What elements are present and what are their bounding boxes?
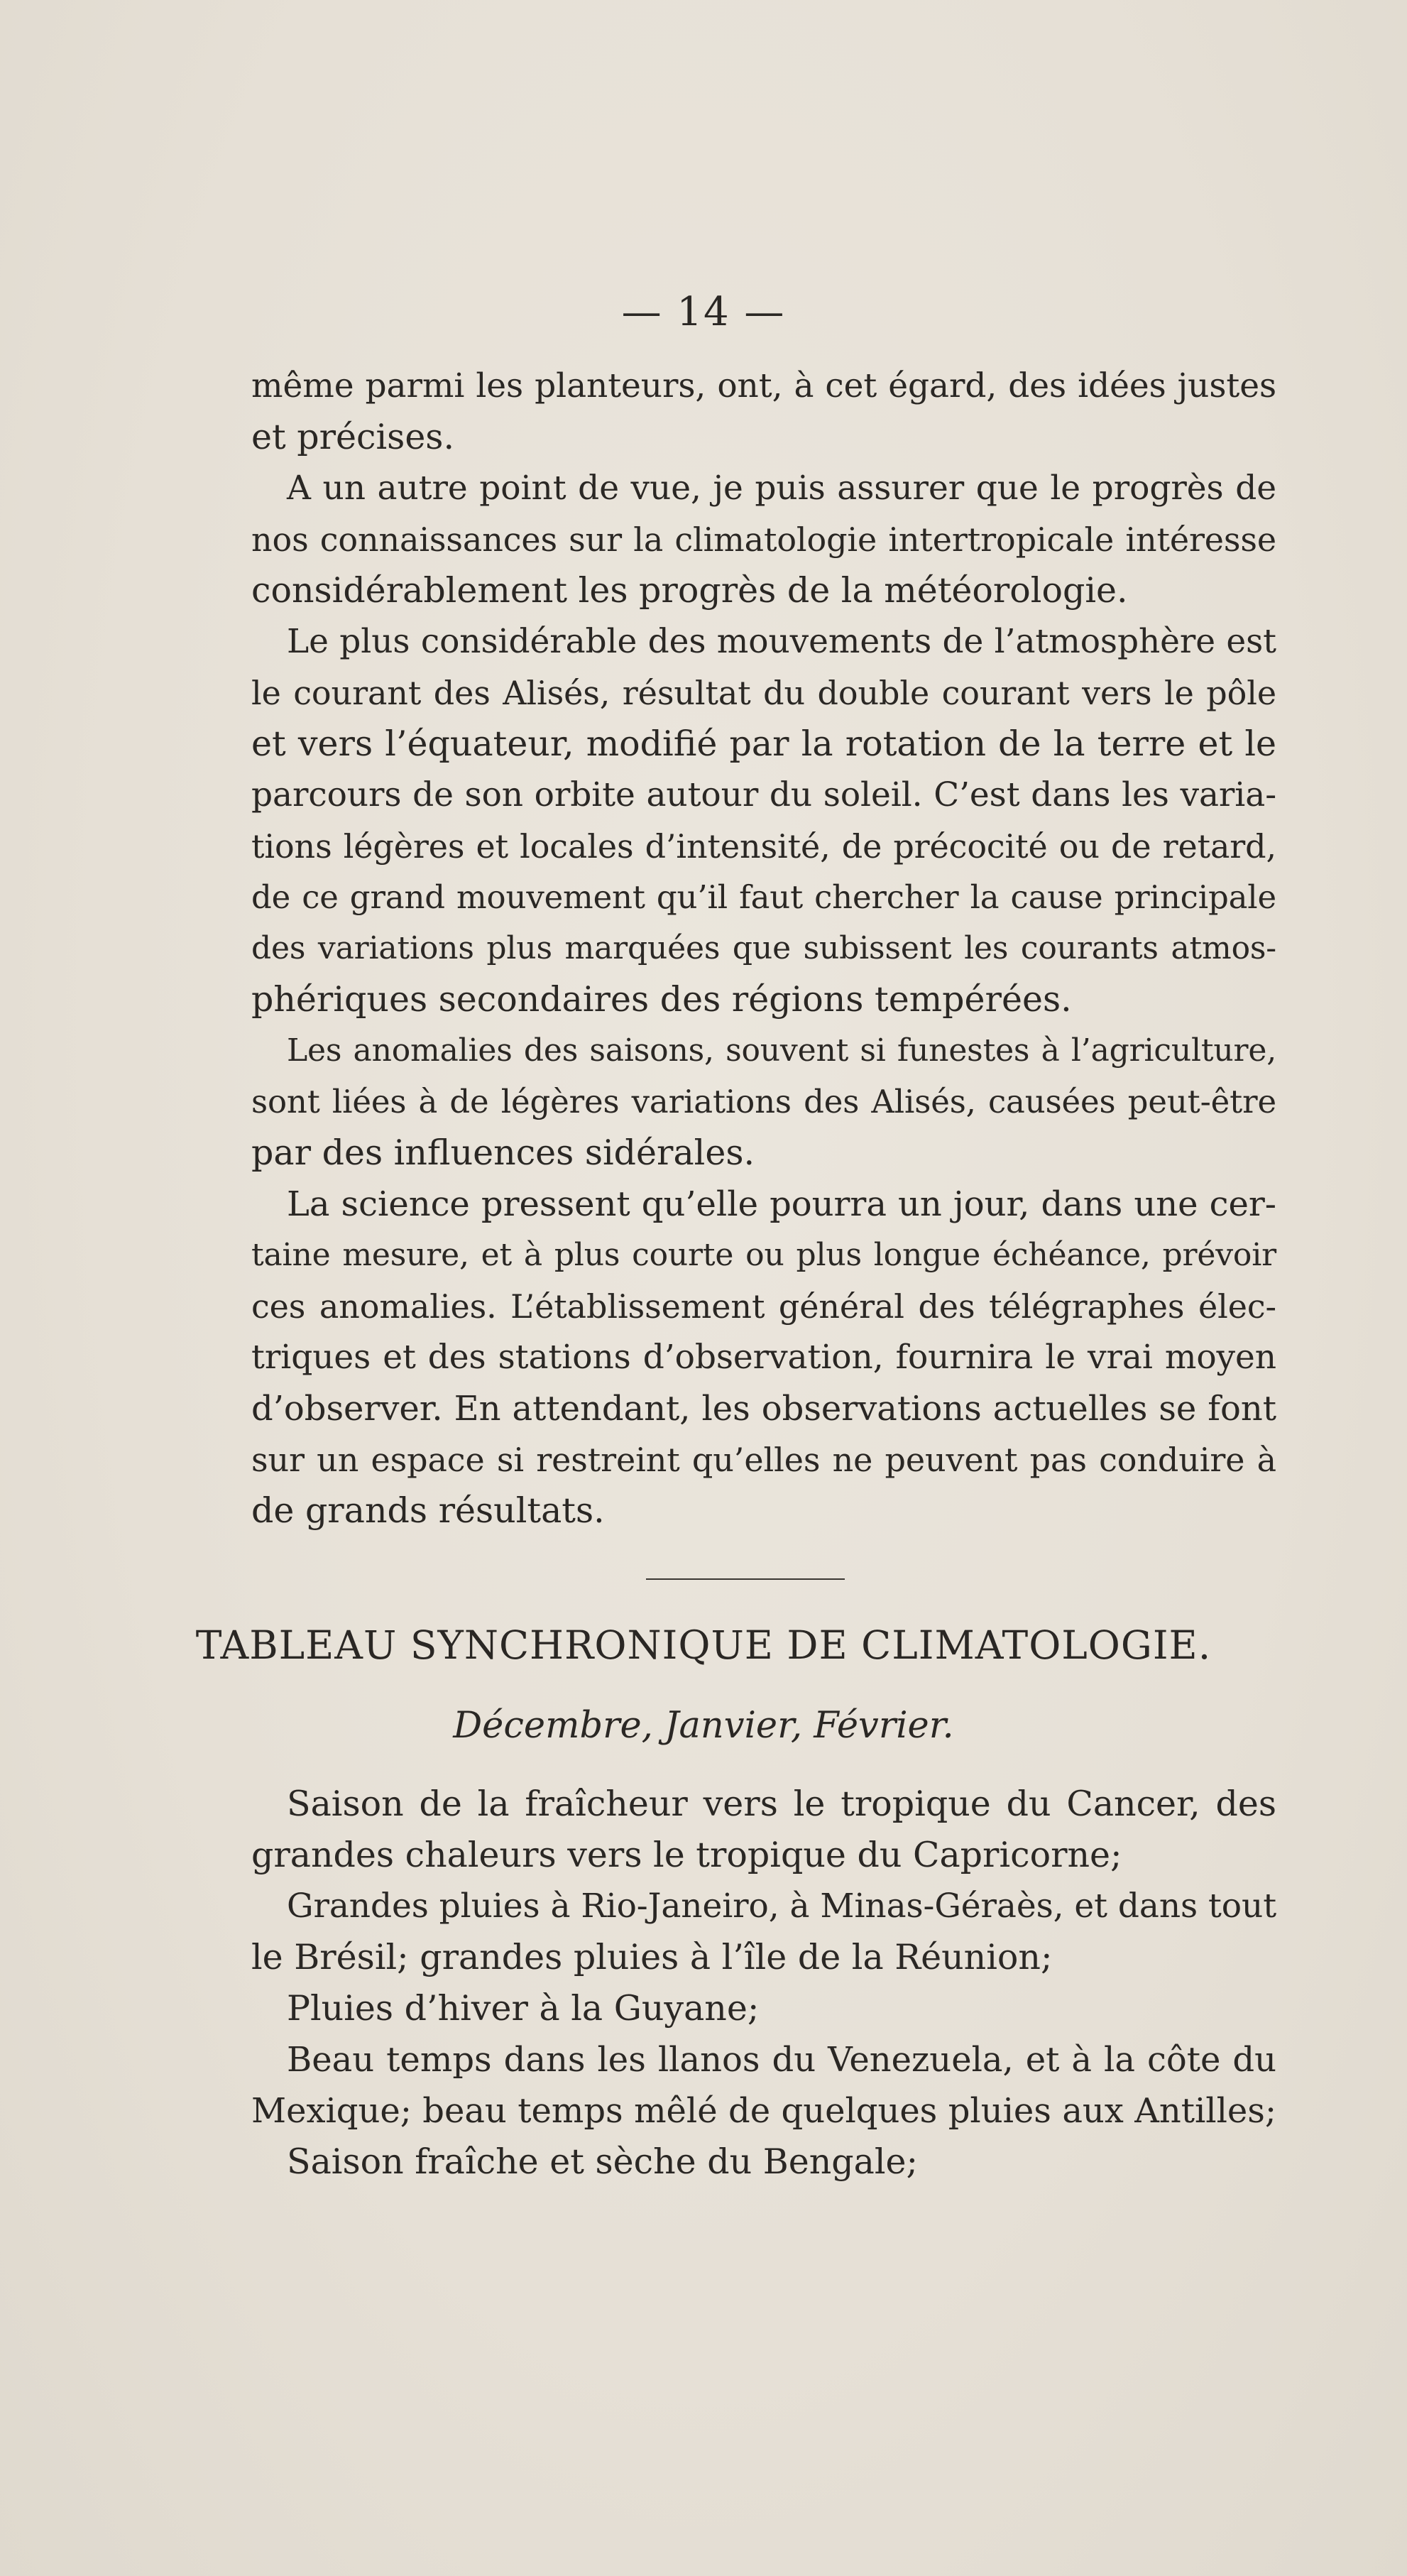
text-line: Mexique; beau temps mêlé de quelques pluies aux Antilles; <box>251 2091 1276 2131</box>
text-line: de ce grand mouvement qu’il faut chercher la cause principale <box>251 878 1276 916</box>
text-line: parcours de son orbite autour du soleil. C’est dans les varia- <box>251 775 1276 814</box>
text-line: ces anomalies. L’établissement général des télégraphes élec- <box>251 1287 1276 1326</box>
text-line: des variations plus marquées que subissent les courants atmos- <box>251 930 1276 966</box>
text-line: grandes chaleurs vers le tropique du Capricorne; <box>251 1835 1122 1875</box>
text-line: Pluies d’hiver à la Guyane; <box>287 1988 760 2029</box>
text-line: considérablement les progrès de la météorologie. <box>251 570 1128 611</box>
section-text <box>251 1779 1276 2188</box>
text-line: Beau temps dans les llanos du Venezuela, et à la côte du <box>287 2040 1276 2080</box>
text-line: sur un espace si restreint qu’elles ne peuvent pas conduire à <box>251 1441 1276 1479</box>
text-line: triques et des stations d’observation, fournira le vrai moyen <box>251 1338 1276 1377</box>
text-line: Saison fraîche et sèche du Bengale; <box>287 2141 919 2182</box>
text-line: d’observer. En attendant, les observations actuelles se font <box>251 1389 1276 1429</box>
text-line: nos connaissances sur la climatologie intertropicale intéresse <box>251 520 1276 559</box>
text-line: tions légères et locales d’intensité, de précocité ou de retard, <box>251 827 1276 866</box>
text-line: le Brésil; grandes pluies à l’île de la Réunion; <box>251 1937 1053 1977</box>
text-line: La science pressent qu’elle pourra un jour, dans une cer- <box>287 1184 1276 1224</box>
text-line: A un autre point de vue, je puis assurer que le progrès de <box>287 469 1276 508</box>
text-line: sont liées à de légères variations des Alisés, causées peut-être <box>251 1083 1276 1120</box>
text-line: Les anomalies des saisons, souvent si funestes à l’agriculture, <box>287 1032 1276 1069</box>
text-line: même parmi les planteurs, ont, à cet égard, des idées justes <box>251 366 1276 405</box>
section-separator <box>646 1578 845 1580</box>
text-line: Le plus considérable des mouvements de l’atmosphère est <box>287 622 1276 661</box>
text-line: Grandes pluies à Rio-Janeiro, à Minas-Géraès, et dans tout <box>287 1887 1276 1926</box>
body-text <box>251 361 1276 1537</box>
text-line: de grands résultats. <box>251 1490 605 1531</box>
section-subheading: Décembre, Janvier, Février. <box>453 1705 954 1747</box>
text-line: Saison de la fraîcheur vers le tropique du Cancer, des <box>287 1784 1276 1824</box>
text-line: et vers l’équateur, modifié par la rotation de la terre et le <box>251 724 1276 764</box>
text-line: par des influences sidérales. <box>251 1133 755 1173</box>
page-number: — 14 — <box>621 289 786 335</box>
text-line: et précises. <box>251 417 455 457</box>
text-line: le courant des Alisés, résultat du double courant vers le pôle <box>251 674 1276 712</box>
text-line: phériques secondaires des régions tempérées. <box>251 979 1072 1020</box>
text-line: taine mesure, et à plus courte ou plus longue échéance, prévoir <box>251 1237 1276 1273</box>
section-heading: TABLEAU SYNCHRONIQUE DE CLIMATOLOGIE. <box>195 1622 1212 1668</box>
